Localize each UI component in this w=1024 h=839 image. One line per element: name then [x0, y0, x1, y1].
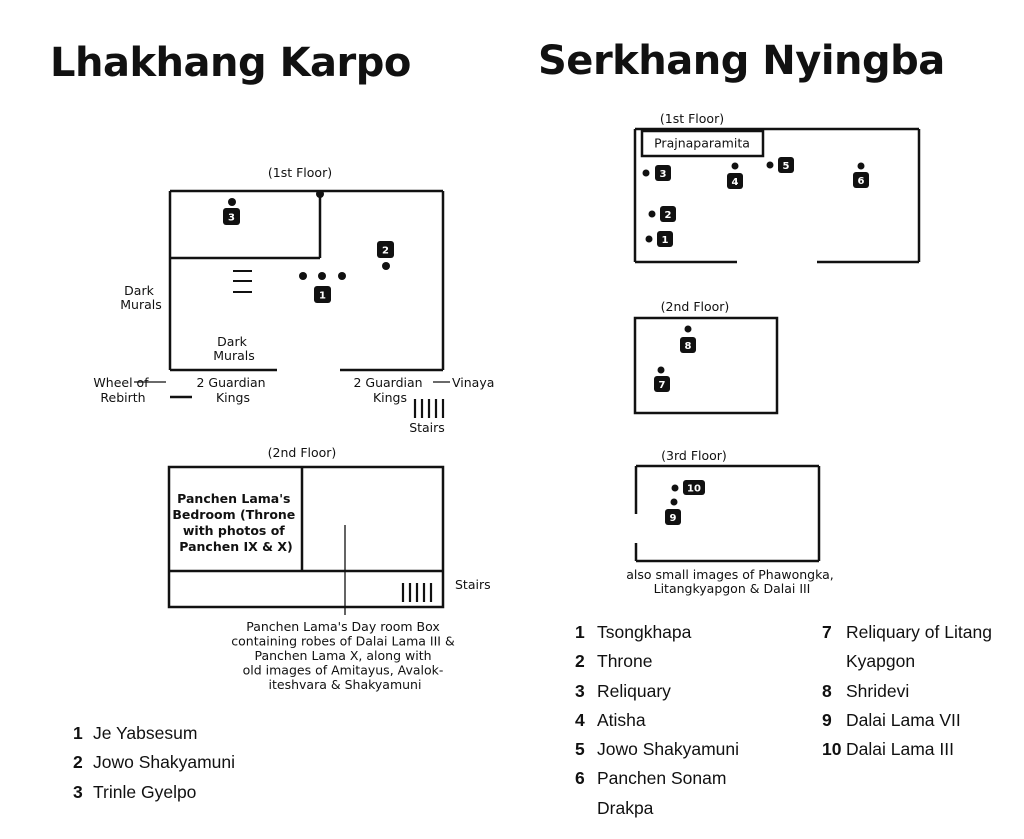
legend-item [73, 748, 235, 777]
legend-number: 6 [575, 768, 585, 789]
marker-dot [732, 163, 739, 170]
dark-murals-left-label: Dark Murals [120, 283, 162, 312]
marker-dot [299, 272, 307, 280]
legend-item [822, 618, 992, 647]
svg-text:1: 1 [661, 235, 669, 246]
legend-item [575, 677, 739, 706]
legend-label: Atisha [597, 709, 646, 730]
lhakhang-badge-3 [223, 208, 240, 225]
marker-dot [382, 262, 390, 270]
serkhang-floor2-walls [635, 318, 777, 413]
legend-item [575, 706, 739, 735]
legend-number: 3 [575, 680, 585, 701]
serkhang-badge-10 [683, 480, 705, 495]
legend-item [822, 706, 992, 735]
serkhang-badge-6 [853, 172, 869, 188]
legend-label: Dalai Lama VII [846, 709, 961, 730]
stairs-label-floor2: Stairs [455, 577, 491, 592]
marker-dot [643, 170, 650, 177]
serkhang-note: also small images of Phawongka, Litangkyapgon & Dalai III [626, 567, 834, 596]
stairs-floor1-icon [415, 399, 443, 418]
wheel-of-rebirth-label: Wheel of Rebirth [93, 375, 149, 405]
serkhang-floor3-walls [636, 466, 819, 561]
marker-dot [228, 198, 236, 206]
legend-label: Je Yabsesum [93, 723, 198, 743]
marker-dot [646, 236, 653, 243]
svg-text:9: 9 [669, 513, 677, 524]
marker-dot [338, 272, 346, 280]
legend-number: 5 [575, 739, 585, 760]
serkhang-badge-2 [660, 206, 676, 222]
serkhang-badge-7 [654, 376, 670, 392]
vinaya-label: Vinaya [452, 375, 495, 390]
legend-item [73, 719, 235, 748]
svg-text:2: 2 [382, 245, 389, 257]
legend-serkhang-a [575, 618, 739, 823]
serkhang-badge-1 [657, 231, 673, 247]
lhakhang-floor2-label: (2nd Floor) [267, 445, 337, 460]
serkhang-badge-8 [680, 337, 696, 353]
serkhang-badge-4 [727, 173, 743, 189]
title-serkhang-nyingba: Serkhang Nyingba [538, 38, 945, 84]
legend-label: Dalai Lama III [846, 739, 954, 760]
legend-number: 8 [822, 680, 832, 701]
legend-number: 1 [575, 622, 585, 642]
stairs-label-floor1: Stairs [409, 420, 445, 435]
legend-serkhang-b [822, 618, 992, 764]
legend-item [822, 735, 992, 764]
legend-item [575, 735, 739, 764]
day-room-label: Panchen Lama's Day room Box containing robes of Dalai Lama III & Panchen Lama X, along with old images of Amitayus, Avalok- iteshvara & Shakyamuni [231, 619, 455, 692]
serkhang-badge-3 [655, 165, 671, 181]
svg-text:7: 7 [658, 380, 666, 391]
lhakhang-floor1-walls [170, 191, 443, 397]
legend-number: 10 [822, 739, 842, 760]
svg-text:5: 5 [782, 161, 790, 172]
serkhang-floor1-label: (1st Floor) [659, 111, 725, 126]
stairs-floor2-icon [403, 583, 431, 602]
marker-dot [316, 190, 324, 198]
title-lhakhang-karpo: Lhakhang Karpo [50, 40, 411, 86]
legend-label: Jowo Shakyamuni [93, 752, 236, 773]
legend-label: Panchen Sonam [597, 768, 727, 789]
svg-text:4: 4 [731, 177, 739, 188]
marker-dot [658, 367, 665, 374]
lhakhang-badge-1 [314, 286, 331, 303]
legend-item [73, 778, 235, 807]
marker-dot [672, 485, 679, 492]
legend-label: Reliquary [597, 680, 671, 701]
svg-text:3: 3 [228, 212, 235, 224]
legend-item-continuation: Drakpa [597, 797, 654, 818]
legend-item [575, 764, 739, 793]
marker-dot [318, 272, 326, 280]
legend-number: 3 [73, 781, 83, 802]
serkhang-badge-5 [778, 157, 794, 173]
legend-number: 2 [575, 651, 585, 672]
legend-number: 1 [73, 723, 83, 743]
svg-text:8: 8 [684, 341, 692, 352]
marker-dot [685, 326, 692, 333]
svg-text:6: 6 [857, 176, 865, 187]
prajnaparamita-label: Prajnaparamita [654, 135, 750, 151]
legend-lhakhang-karpo [73, 719, 235, 807]
serkhang-floor2-label: (2nd Floor) [660, 299, 730, 314]
guardian-kings-right-label: 2 Guardian Kings [353, 375, 423, 405]
marker-dot [649, 211, 656, 218]
lhakhang-badge-2 [377, 241, 394, 258]
marker-dot [671, 499, 678, 506]
legend-number: 7 [822, 622, 832, 642]
marker-dot [858, 163, 865, 170]
svg-text:10: 10 [687, 483, 701, 495]
svg-text:2: 2 [664, 210, 672, 221]
legend-label: Throne [597, 651, 653, 672]
legend-item-continuation: Kyapgon [846, 651, 916, 672]
legend-label: Reliquary of Litang [846, 622, 992, 642]
guardian-kings-left-label: 2 Guardian Kings [196, 375, 266, 405]
legend-number: 2 [73, 752, 83, 773]
svg-text:1: 1 [319, 290, 326, 302]
legend-item [822, 677, 992, 706]
svg-text:3: 3 [659, 169, 667, 180]
serkhang-floor3-label: (3rd Floor) [661, 448, 727, 463]
serkhang-badge-9 [665, 509, 681, 525]
legend-item [575, 647, 739, 676]
legend-number: 9 [822, 709, 832, 730]
lhakhang-floor1-label: (1st Floor) [267, 165, 333, 180]
legend-item [575, 618, 739, 647]
legend-label: Jowo Shakyamuni [597, 739, 740, 760]
legend-label: Shridevi [846, 680, 910, 701]
dark-murals-center-label: Dark Murals [213, 334, 255, 363]
legend-number: 4 [575, 709, 585, 730]
bedroom-label: Panchen Lama's Bedroom (Throne with photos of Panchen IX & X) [172, 491, 296, 554]
legend-label: Trinle Gyelpo [93, 781, 197, 802]
legend-label: Tsongkhapa [597, 622, 692, 642]
marker-dot [767, 162, 774, 169]
